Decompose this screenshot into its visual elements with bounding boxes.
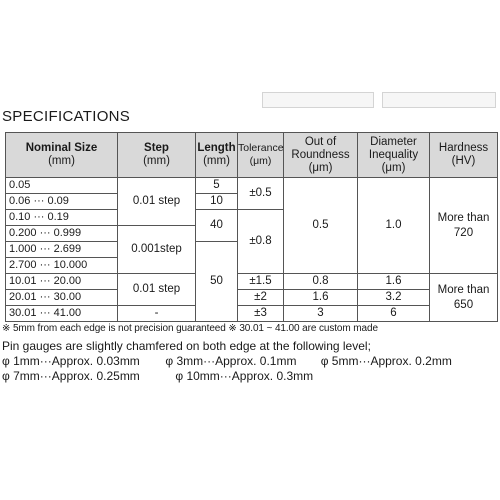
length-cell: 50 [196,242,238,322]
chamfer-row [2,354,452,369]
footnotes [2,322,378,336]
header-out-of-roundness: Out of Roundness (μm) [284,133,358,178]
nominal-size-cell: 0.05 [6,178,118,194]
header-hardness: Hardness (HV) [430,133,498,178]
chamfer-row [2,369,452,384]
header-strip-box [262,92,374,108]
roundness-cell: 0.5 [284,178,358,274]
chamfer-notes [2,339,452,384]
diameter-cell: 6 [358,306,430,322]
chamfer-item: φ 10mm···Approx. 0.3mm [175,369,314,383]
diameter-cell: 3.2 [358,290,430,306]
header-diameter-inequality: Diameter Inequality (μm) [358,133,430,178]
diameter-cell: 1.0 [358,178,430,274]
chamfer-item: φ 7mm···Approx. 0.25mm [2,369,140,383]
length-cell: 10 [196,194,238,210]
step-cell: - [118,306,196,322]
header-step: Step (mm) [118,133,196,178]
nominal-size-cell: 0.10 ··· 0.19 [6,210,118,226]
table-header-row [6,133,498,178]
length-cell: 40 [196,210,238,242]
chamfer-intro: Pin gauges are slightly chamfered on both edge at the following level; [2,339,371,353]
tolerance-cell: ±1.5 [238,274,284,290]
header-tolerance: Tolerance (μm) [238,133,284,178]
roundness-cell: 3 [284,306,358,322]
header-nominal-size: Nominal Size (mm) [6,133,118,178]
hardness-cell: More than 720 [430,178,498,274]
hardness-cell: More than 650 [430,274,498,322]
nominal-size-cell: 0.200 ··· 0.999 [6,226,118,242]
nominal-size-cell: 30.01 ··· 41.00 [6,306,118,322]
tolerance-cell: ±0.5 [238,178,284,210]
header-length: Length (mm) [196,133,238,178]
chamfer-item: φ 5mm···Approx. 0.2mm [320,354,452,368]
step-cell: 0.01 step [118,274,196,306]
nominal-size-cell: 0.06 ··· 0.09 [6,194,118,210]
tolerance-cell: ±0.8 [238,210,284,274]
page-title: SPECIFICATIONS [2,108,131,125]
nominal-size-cell: 1.000 ··· 2.699 [6,242,118,258]
footnote-line: ※ 5mm from each edge is not precision guaranteed ※ 30.01 ~ 41.00 are custom made [2,323,378,334]
nominal-size-cell: 20.01 ··· 30.00 [6,290,118,306]
roundness-cell: 0.8 [284,274,358,290]
table-row [6,290,498,306]
step-cell: 0.01 step [118,178,196,226]
diameter-cell: 1.6 [358,274,430,290]
nominal-size-cell: 10.01 ··· 20.00 [6,274,118,290]
tolerance-cell: ±2 [238,290,284,306]
table-row [6,178,498,194]
specifications-table [5,132,498,322]
chamfer-item: φ 1mm···Approx. 0.03mm [2,354,140,368]
table-row [6,274,498,290]
table-row [6,306,498,322]
length-cell: 5 [196,178,238,194]
step-cell: 0.001step [118,226,196,274]
chamfer-item: φ 3mm···Approx. 0.1mm [165,354,297,368]
tolerance-cell: ±3 [238,306,284,322]
header-strip-box [382,92,496,108]
top-strip [0,92,500,108]
roundness-cell: 1.6 [284,290,358,306]
nominal-size-cell: 2.700 ··· 10.000 [6,258,118,274]
